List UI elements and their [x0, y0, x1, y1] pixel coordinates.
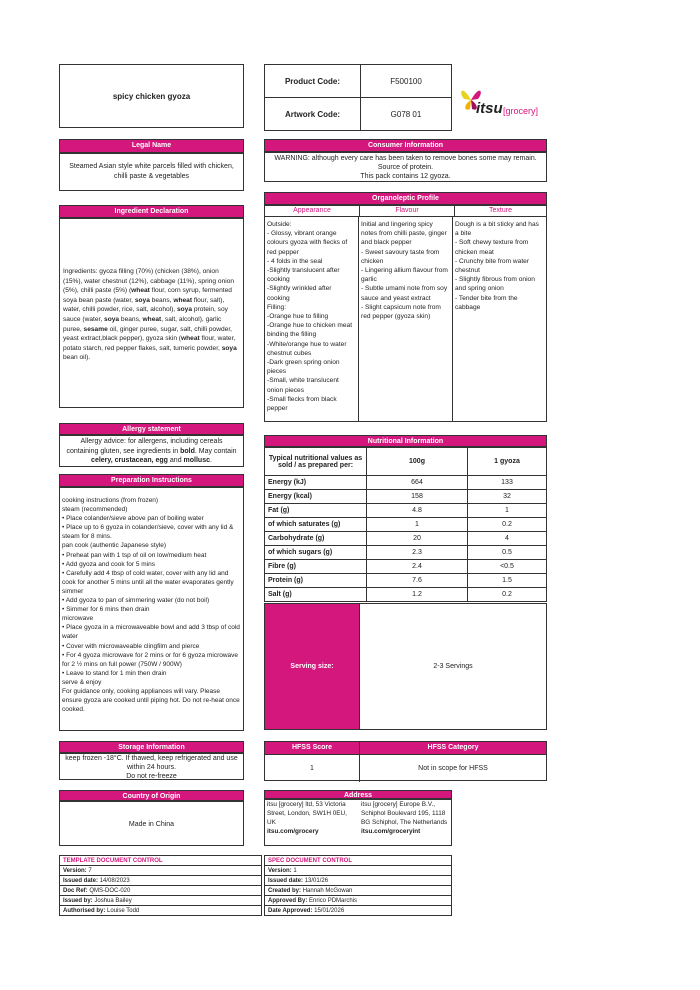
control-row: [265, 866, 452, 876]
allergen-word: sesame: [83, 325, 108, 333]
text-line: • Leave to stand for 1 min then drain: [62, 669, 167, 677]
allergen-word: soya: [104, 315, 120, 323]
control-value: 1: [293, 867, 297, 874]
origin-header: Country of Origin: [59, 790, 244, 801]
text-line: -Slightly wrinkled after cooking: [267, 285, 332, 302]
control-value: Joshua Bailey: [94, 897, 132, 904]
text-run: oil, ginger puree, sugar, salt, chilli powder, yeast extract,black pepper), gyoza skin (: [63, 325, 232, 343]
text-run: bean oil).: [63, 354, 91, 362]
control-value: 14/08/2023: [99, 877, 130, 884]
text-line: • Preheat pan with 1 tsp of oil on low/medium heat: [62, 551, 207, 559]
nutrient-value: 1: [468, 504, 547, 518]
legal-name-text: Steamed Asian style white parcels filled with chicken, chilli paste & vegetables: [69, 163, 234, 180]
text-run: Allergy advice: for allergens, including cereals containing gluten, see ingredients in: [66, 438, 223, 455]
text-run: . May contain: [194, 447, 237, 455]
control-row: [60, 876, 262, 886]
text-line: Dough is a bit sticky and has a bite: [455, 221, 539, 238]
origin-text: Made in China: [128, 821, 175, 828]
text-line: -Small flecks from black pepper: [267, 395, 337, 413]
text-line: • Add gyoza and cook for 5 mins: [62, 560, 155, 568]
nutrition-row: [265, 574, 547, 588]
ingredient-box: [59, 218, 244, 408]
nutrient-name: of which saturates (g): [265, 518, 367, 532]
text-line: - Tender bite from the cabbage: [455, 294, 518, 311]
text-line: - Soft chewy texture from chicken meat: [455, 239, 529, 256]
allergen-word: wheat: [181, 335, 200, 343]
consumer-info-line: This pack contains 12 gyoza.: [360, 173, 451, 180]
consumer-info-line: WARNING: although every care has been taken to remove bones some may remain.: [274, 155, 537, 162]
text-line: microwave: [62, 615, 94, 623]
nutrient-value: 1: [367, 518, 468, 532]
control-key: Approved By:: [268, 897, 308, 904]
serving-value: 2-3 Servings: [433, 663, 473, 670]
control-value: Hannah McGowan: [302, 887, 353, 894]
storage-line: Do not re-freeze: [126, 773, 177, 780]
text-run: beans,: [149, 296, 174, 304]
allergen-word: soya: [221, 344, 237, 352]
control-key: Date Approved:: [268, 907, 313, 914]
control-cell: [60, 876, 262, 886]
text-line: -Slightly translucent after cooking: [267, 267, 340, 284]
nutrient-value: 7.6: [367, 574, 468, 588]
artwork-code-value: G078 01: [361, 98, 452, 131]
nutrition-row: [265, 560, 547, 574]
legal-name-box: [59, 153, 244, 191]
control-cell: [60, 886, 262, 896]
brand-sub: [grocery]: [503, 106, 539, 116]
text-line: -Orange hue to chicken meat binding the filling: [267, 322, 353, 339]
text-line: serve & enjoy: [62, 678, 102, 686]
text-line: steam (recommended): [62, 506, 128, 514]
brand-word: itsu: [476, 100, 503, 117]
control-value: QMS-DOC-020: [89, 887, 131, 894]
consumer-info-line: Source of protein.: [377, 164, 434, 171]
text-run: and: [167, 457, 184, 464]
storage-line: keep frozen -18°C. If thawed, keep refrigerated and use within 24 hours.: [65, 755, 238, 771]
control-key: Authorised by:: [63, 907, 106, 914]
control-row: [265, 886, 452, 896]
address-uk-web: itsu.com/grocery: [267, 828, 319, 835]
control-row: [265, 906, 452, 916]
preparation-box: [59, 487, 244, 731]
nutrition-row: [265, 476, 547, 490]
control-cell: [60, 906, 262, 916]
control-row: [60, 896, 262, 906]
allergy-box: [59, 435, 244, 467]
nutrition-row: [265, 546, 547, 560]
text-run: Ingredients: gyoza filling (70%) (chicken (38%), onion (15%), water chestnut (12%), cabbage (11%), spring onion (5%), chilli paste (5%) (: [63, 268, 235, 295]
text-line: -Dark green spring onion pieces: [267, 359, 340, 376]
control-value: 7: [88, 867, 92, 874]
nutrient-name: of which sugars (g): [265, 546, 367, 560]
address-uk: itsu [grocery] ltd, 53 Victoria Street, London, SW1H 0EU, UK: [267, 801, 347, 826]
flavour-col: [359, 217, 453, 421]
text-run: protein, soy sauce (water,: [63, 306, 228, 323]
control-key: Issued date:: [268, 877, 304, 884]
appearance-col: [265, 217, 359, 421]
hfss-category-value: Not in scope for HFSS: [418, 765, 488, 772]
text-line: cooking instructions (from frozen): [62, 497, 159, 504]
control-cell: [265, 876, 452, 886]
text-line: - Crunchy bite from water chestnut: [455, 257, 530, 275]
allergen-word: soya: [134, 296, 150, 304]
nutrition-row: [265, 490, 547, 504]
ingredient-text: [63, 268, 237, 361]
text-line: - Glossy, vibrant orange colours gyoza with flecks of red pepper: [267, 230, 348, 256]
control-key: Doc Ref:: [63, 887, 88, 894]
allergen-word: wheat: [142, 315, 162, 323]
texture-col-header: Texture: [489, 207, 512, 214]
text-line: Filling:: [267, 303, 287, 311]
texture-col: [453, 217, 546, 421]
allergen-word: celery, crustacean, egg: [91, 457, 168, 464]
control-key: Version:: [63, 867, 87, 874]
appearance-col-header: Appearance: [265, 206, 360, 216]
nutrient-name: Energy (kcal): [265, 490, 367, 504]
control-cell: [265, 866, 452, 876]
serving-label: Serving size:: [265, 604, 360, 729]
product-code-label: Product Code:: [265, 65, 361, 98]
text-line: • Place up to 6 gyoza in colander/sieve, cover with any lid & steam for 8 mins.: [62, 524, 234, 541]
nutrient-value: 20: [367, 532, 468, 546]
address-eu: itsu [grocery] Europe B.V., Schiphol Boulevard 195, 1118 BG Schiphol, The Netherlands: [361, 801, 448, 826]
nutrition-row: [265, 518, 547, 532]
consumer-info-header: Consumer Information: [264, 139, 547, 152]
text-line: -White/orange hue to water chestnut cubes: [267, 340, 347, 357]
product-code-value: F500100: [361, 65, 452, 98]
text-run: flour, corn syrup, fermented soya bean paste (water,: [63, 287, 232, 304]
text-line: • Place gyoza in a microwaveable bowl and add 3 tbsp of cold water: [62, 624, 240, 641]
hfss-category-header: HFSS Category: [360, 742, 546, 754]
control-row: [60, 906, 262, 916]
storage-box: [59, 753, 244, 780]
preparation-header: Preparation Instructions: [59, 474, 244, 487]
control-row: [60, 886, 262, 896]
spec-control-table: [264, 855, 452, 916]
control-row: [60, 866, 262, 876]
text-line: -Orange hue to filling: [267, 313, 329, 321]
hfss-score-value: 1: [265, 755, 360, 782]
text-line: • Cover with microwaveable clingfilm and pierce: [62, 642, 200, 650]
control-cell: [60, 896, 262, 906]
artwork-code-label: Artwork Code:: [265, 98, 361, 131]
text-line: - Slight capsicum note from red pepper (gyoza skin): [361, 303, 441, 321]
allergen-word: wheat: [131, 287, 150, 295]
text-run: beans,: [119, 315, 143, 323]
text-line: • Add gyoza to pan of simmering water (do not boil): [62, 597, 210, 605]
nutrition-table: [264, 447, 547, 602]
allergen-word: soya: [176, 306, 193, 314]
codes-table: [264, 64, 452, 131]
control-key: Version:: [268, 867, 292, 874]
control-value: 15/01/2026: [314, 907, 345, 914]
control-key: Created by:: [268, 887, 302, 894]
nutrient-value: 133: [468, 476, 547, 490]
hfss-score-header: HFSS Score: [265, 742, 360, 754]
brand-logo: [458, 82, 548, 122]
nutrient-value: 4: [468, 532, 547, 546]
text-line: Outside:: [267, 221, 292, 228]
nutrient-value: 32: [468, 490, 547, 504]
allergy-header: Allergy statement: [59, 423, 244, 435]
text-line: -Small, white translucent onion pieces: [267, 377, 339, 394]
organoleptic-table: [264, 205, 547, 422]
text-line: - Sweet savoury taste from chicken: [361, 248, 440, 265]
allergen-word: bold: [180, 447, 195, 455]
control-key: Issued by:: [63, 897, 93, 904]
nutrient-value: 4.8: [367, 504, 468, 518]
nutrient-value: 2.4: [367, 560, 468, 574]
nutrient-name: Fibre (g): [265, 560, 367, 574]
control-value: Louise Todd: [107, 907, 140, 914]
address-header: Address: [264, 790, 452, 799]
nutrient-value: 158: [367, 490, 468, 504]
storage-header: Storage Information: [59, 741, 244, 753]
nutrient-value: 1.5: [468, 574, 547, 588]
text-run: .: [210, 457, 212, 464]
nutrition-row: [265, 532, 547, 546]
nutrition-header: Nutritional Information: [264, 435, 547, 447]
text-line: Initial and lingering spicy notes from chilli paste, ginger and black pepper: [361, 221, 447, 247]
nutrition-col-100g: 100g: [367, 448, 468, 476]
allergen-word: wheat: [173, 296, 193, 304]
address-box: [264, 799, 452, 846]
consumer-info-box: [264, 152, 547, 182]
control-cell: [265, 896, 452, 906]
nutrient-value: 0.5: [468, 546, 547, 560]
nutrient-value: 664: [367, 476, 468, 490]
nutrient-name: Carbohydrate (g): [265, 532, 367, 546]
text-line: pan cook (authentic Japanese style): [62, 542, 167, 550]
nutrient-value: 0.2: [468, 518, 547, 532]
text-line: - 4 folds in the seal: [267, 257, 323, 265]
ingredient-header: Ingredient Declaration: [59, 205, 244, 218]
allergy-text: [66, 438, 236, 464]
template-control-header: TEMPLATE DOCUMENT CONTROL: [60, 856, 262, 866]
text-line: • Simmer for 6 mins then drain: [62, 606, 150, 614]
text-line: For guidance only, cooking appliances will vary. Please ensure gyoza are cooked until piping hot. Do not re-heat once cooked.: [62, 687, 240, 714]
control-row: [265, 876, 452, 886]
control-key: Issued date:: [63, 877, 99, 884]
control-value: 13/01/26: [304, 877, 329, 884]
control-cell: [60, 866, 262, 876]
nutrient-value: <0.5: [468, 560, 547, 574]
address-eu-web: itsu.com/groceryint: [361, 828, 421, 835]
text-line: - Subtle umami note from soy sauce and yeast extract: [361, 285, 448, 302]
text-line: • Carefully add 4 tbsp of cold water, cover with any lid and cook for another 5 mins until all the water evaporates gently simmer: [62, 569, 234, 595]
text-line: - Lingering allium flavour from garlic: [361, 267, 448, 284]
nutrient-name: Energy (kJ): [265, 476, 367, 490]
nutrition-col-gyoza: 1 gyoza: [468, 448, 547, 476]
serving-box: [264, 603, 547, 730]
control-value: Enrico PDMarchis: [309, 897, 358, 904]
control-cell: [265, 906, 452, 916]
template-control-table: [59, 855, 262, 916]
control-row: [265, 896, 452, 906]
text-line: • Place colander/sieve above pan of boiling water: [62, 515, 204, 523]
control-cell: [265, 886, 452, 896]
nutrient-value: 0.2: [468, 588, 547, 602]
nutrient-name: Fat (g): [265, 504, 367, 518]
legal-name-header: Legal Name: [59, 139, 244, 153]
flavour-col-header: Flavour: [360, 206, 455, 216]
product-name: spicy chicken gyoza: [112, 91, 191, 101]
nutrient-name: Protein (g): [265, 574, 367, 588]
allergen-word: mollusc: [183, 457, 210, 464]
organoleptic-header: Organoleptic Profile: [264, 192, 547, 205]
text-run: flour, water, potato starch, red pepper flakes, salt, tumeric powder,: [63, 335, 236, 352]
product-name-box: [59, 64, 244, 128]
text-line: • For 4 gyoza microwave for 2 mins or for 6 gyoza microwave for 2 ½ mins on full power (750W / 900W): [62, 651, 239, 668]
spec-control-header: SPEC DOCUMENT CONTROL: [265, 856, 452, 866]
nutrition-col-label: Typical nutritional values as sold / as prepared per:: [265, 448, 367, 476]
origin-box: [59, 801, 244, 846]
nutrient-name: Salt (g): [265, 588, 367, 602]
nutrient-value: 2.3: [367, 546, 468, 560]
text-run: flour, salt), water, chilli powder, rice, salt, alcohol),: [63, 296, 225, 314]
text-line: - Slightly fibrous from onion and spring onion: [455, 276, 535, 293]
nutrition-row: [265, 588, 547, 602]
nutrition-row: [265, 504, 547, 518]
hfss-box: [264, 741, 547, 781]
text-run: , salt, alcohol), garlic puree,: [63, 315, 222, 333]
nutrient-value: 1.2: [367, 588, 468, 602]
